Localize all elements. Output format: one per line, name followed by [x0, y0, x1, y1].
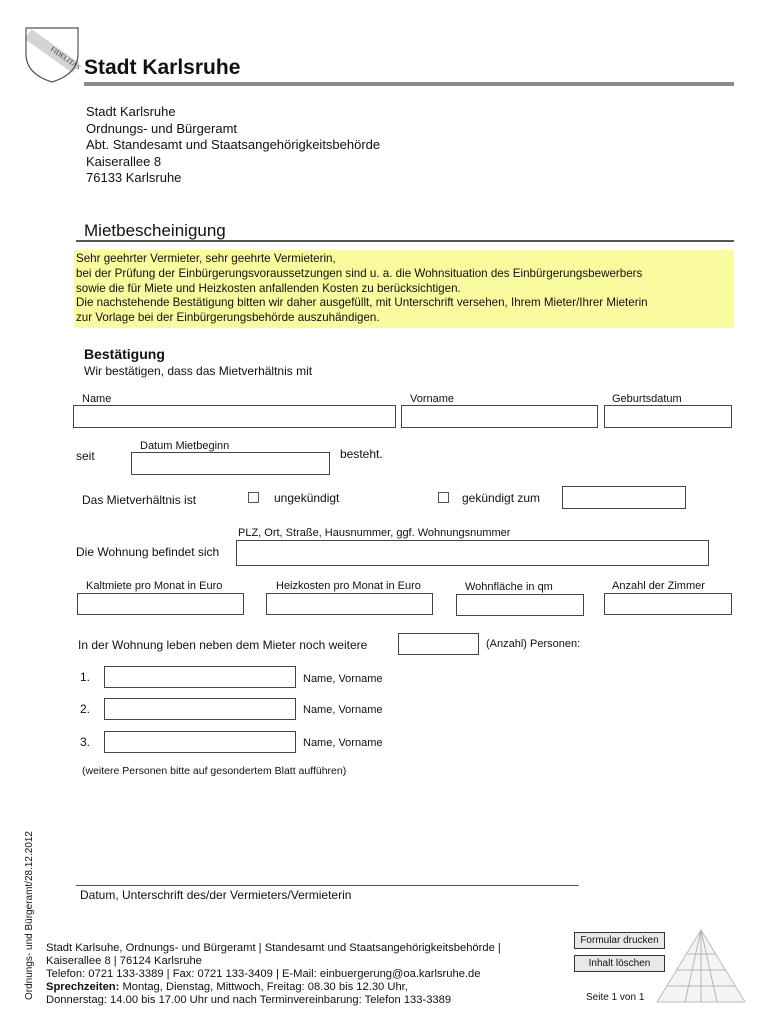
geburtsdatum-field[interactable]: [604, 405, 732, 428]
footer-hours-line: [46, 981, 501, 994]
gekuendigt-label: gekündigt zum: [462, 491, 541, 505]
coat-of-arms-motto: FIDELITAS: [48, 45, 82, 72]
kaltmiete-field[interactable]: [77, 593, 244, 615]
person-number: 2.: [80, 702, 91, 716]
intro-line: Die nachstehende Bestätigung bitten wir daher ausgefüllt, mit Unterschrift versehen, Ihrem Mieter/Ihrer Mieterin: [76, 296, 648, 310]
signature-line: [76, 885, 579, 886]
intro-line: bei der Prüfung der Einbürgerungsvoraussetzungen sind u. a. die Wohnsituation des Einbürgerungsbewerbers: [76, 266, 643, 280]
triangle-logo: [655, 928, 747, 1004]
person-name-field[interactable]: [104, 731, 296, 753]
form-title: Mietbescheinigung: [84, 221, 226, 240]
ungekuendigt-checkbox[interactable]: [248, 492, 259, 503]
persons-suffix: (Anzahl) Personen:: [486, 638, 581, 650]
person-name-label: Name, Vorname: [303, 737, 383, 749]
intro-line: zur Vorlage bei der Einbürgerungsbehörde auszuhändigen.: [76, 311, 380, 325]
address-hint: PLZ, Ort, Straße, Hausnummer, ggf. Wohnungsnummer: [238, 527, 511, 539]
zimmer-label: Anzahl der Zimmer: [612, 580, 705, 592]
footer-line: Telefon: 0721 133-3389 | Fax: 0721 133-3409 | E-Mail: einbuergerung@oa.karlsruhe.de: [46, 968, 481, 980]
mietbeginn-field[interactable]: [131, 452, 330, 475]
side-document-id: Ordnungs- und Bürgeramt/28.12.2012: [24, 831, 35, 1000]
kaltmiete-label: Kaltmiete pro Monat in Euro: [86, 580, 223, 592]
status-label: Das Mietverhältnis ist: [82, 493, 197, 507]
person-name-label: Name, Vorname: [303, 673, 383, 685]
wohnung-label: Die Wohnung befindet sich: [76, 545, 220, 559]
wohnung-address-field[interactable]: [236, 540, 709, 566]
address-line: Abt. Standesamt und Staatsangehörigkeitsbehörde: [86, 137, 381, 152]
header-rule: [84, 82, 734, 86]
wohnflaeche-label: Wohnfläche in qm: [465, 581, 553, 593]
address-block: [86, 104, 380, 187]
footer-line: Donnerstag: 14.00 bis 17.00 Uhr und nach Terminvereinbarung: Telefon 133-3389: [46, 994, 452, 1006]
intro-line: sowie die für Miete und Heizkosten anfallenden Kosten zu berücksichtigen.: [76, 281, 461, 295]
name-field[interactable]: [73, 405, 396, 428]
wohnflaeche-field[interactable]: [456, 594, 584, 616]
persons-label: In der Wohnung leben neben dem Mieter noch weitere: [78, 638, 368, 652]
signature-label: Datum, Unterschrift des/der Vermieters/Vermieterin: [80, 888, 352, 902]
person-name-label: Name, Vorname: [303, 704, 383, 716]
persons-count-field[interactable]: [398, 633, 479, 655]
datum-mietbeginn-label: Datum Mietbeginn: [140, 440, 230, 452]
footer-hours-label: Sprechzeiten:: [46, 981, 120, 993]
footer: [46, 942, 501, 1007]
footer-line: Kaiserallee 8 | 76124 Karlsruhe: [46, 955, 202, 967]
address-line: Kaiserallee 8: [86, 153, 162, 169]
confirmation-heading: Bestätigung: [84, 346, 165, 362]
heizkosten-label: Heizkosten pro Monat in Euro: [276, 580, 421, 592]
further-persons-note: (weitere Personen bitte auf gesondertem Blatt aufführen): [82, 765, 347, 777]
footer-hours-text: Montag, Dienstag, Mittwoch, Freitag: 08.30 bis 12.30 Uhr,: [119, 981, 408, 993]
person-name-field[interactable]: [104, 666, 296, 688]
address-line: 76133 Karlsruhe: [86, 170, 182, 185]
city-title: Stadt Karlsruhe: [84, 56, 241, 79]
clear-form-button[interactable]: Inhalt löschen: [574, 955, 665, 972]
title-rule: [76, 240, 734, 242]
geburtsdatum-label: Geburtsdatum: [612, 393, 682, 405]
address-line: Ordnungs- und Bürgeramt: [86, 120, 238, 136]
page-number: Seite 1 von 1: [586, 992, 645, 1003]
intro-line: Sehr geehrter Vermieter, sehr geehrte Vermieterin,: [76, 252, 336, 265]
person-number: 3.: [80, 735, 91, 749]
person-number: 1.: [80, 670, 91, 684]
zimmer-field[interactable]: [604, 593, 732, 615]
intro-notice: [74, 250, 734, 328]
footer-line: Stadt Karlsuhe, Ordnungs- und Bürgeramt | Standesamt und Staatsangehörigkeitsbehörde |: [46, 942, 501, 954]
heizkosten-field[interactable]: [266, 593, 433, 615]
person-name-field[interactable]: [104, 698, 296, 720]
vorname-label: Vorname: [410, 393, 455, 405]
gekuendigt-checkbox[interactable]: [438, 492, 449, 503]
address-line: Stadt Karlsruhe: [86, 104, 176, 119]
print-form-button[interactable]: Formular drucken: [574, 932, 665, 949]
confirmation-subheading: Wir bestätigen, dass das Mietverhältnis mit: [84, 364, 313, 378]
vorname-field[interactable]: [401, 405, 598, 428]
seit-label: seit: [76, 449, 95, 463]
ungekuendigt-label: ungekündigt: [274, 491, 340, 505]
name-label: Name: [82, 393, 112, 405]
gekuendigt-date-field[interactable]: [562, 486, 686, 509]
besteht-label: besteht.: [340, 447, 383, 461]
coat-of-arms-logo: [20, 24, 84, 84]
